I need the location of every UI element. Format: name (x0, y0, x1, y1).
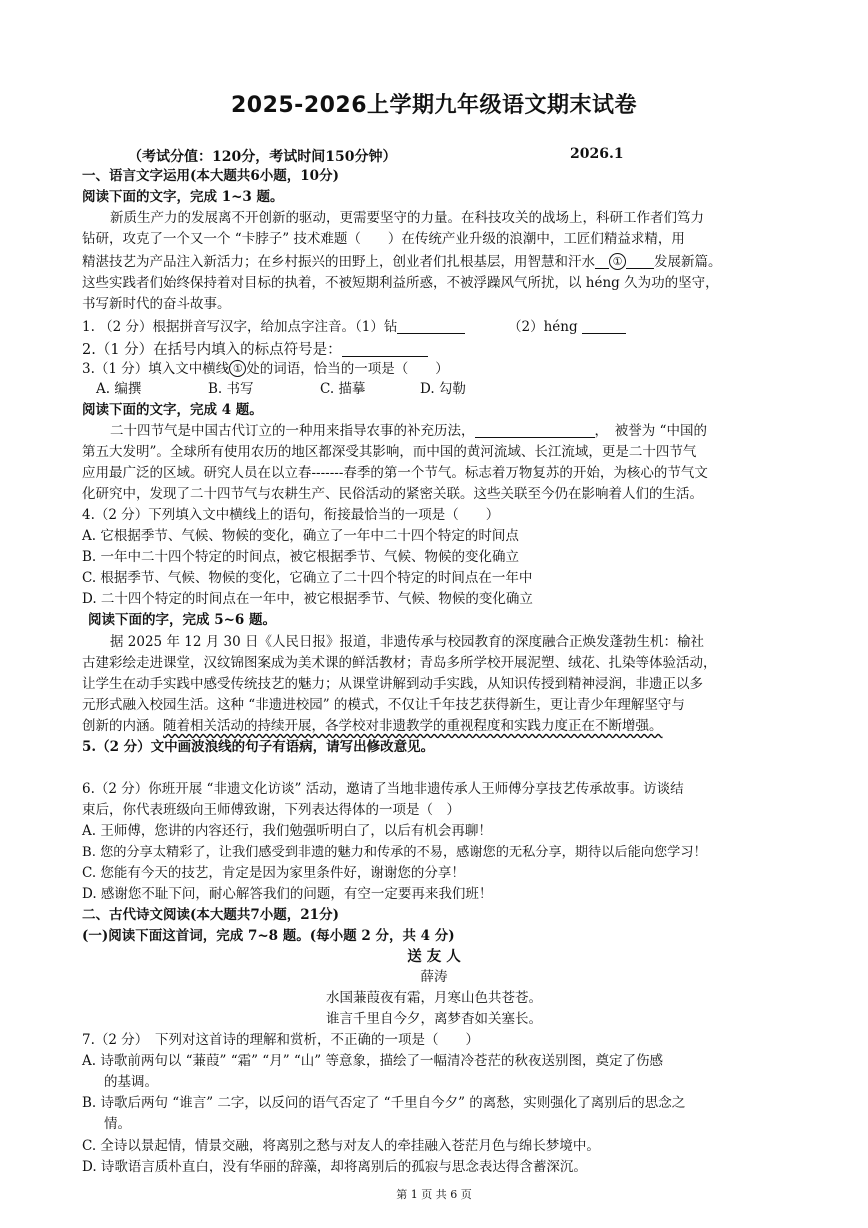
option-a[interactable]: A. 诗歌前两句以 “蒹葭” “霜” “月” “山” 等意象，描绘了一幅清冷苍茫的秋夜送别图，奠定了伤感 (82, 1053, 663, 1069)
question-4: 4.（2 分）下列填入文中横线上的语句，衔接最恰当的一项是（ ） (82, 507, 500, 523)
question-3-options (96, 379, 801, 400)
option-a-continued[interactable]: 的基调。 (104, 1074, 158, 1090)
section-1-heading: 一、语言文字运用(本大题共6小题，10分) (82, 168, 339, 184)
option-b[interactable]: B. 诗歌后两句 “谁言” 二字，以反问的语气否定了 “千里自今夕” 的离愁，实则强化了离别后的思念之 (82, 1095, 686, 1111)
passage-1-text: 发展新篇。 (654, 254, 722, 270)
option-d[interactable]: D. 勾勒 (420, 381, 466, 397)
option-a[interactable]: A. 编撰 (96, 381, 142, 397)
option-c[interactable]: C. 全诗以景起情，情景交融，将离别之愁与对友人的牵挂融入苍茫月色与绵长梦境中。 (82, 1138, 600, 1154)
passage-3-line: 元形式融入校园生活。这种 “非遗进校园” 的模式，不仅让千年技艺获得新生，更让青少年理解坚守与 (82, 697, 685, 713)
poem-line: 水国蒹葭夜有霜，月寒山色共苍苍。 (326, 990, 542, 1006)
answer-blank[interactable] (595, 253, 609, 269)
option-a[interactable]: A. 它根据季节、气候、物候的变化，确立了一年中二十四个特定的时间点 (82, 528, 519, 544)
reading-instruction-1: 阅读下面的文字，完成 1~3 题。 (82, 189, 284, 205)
blank-marker: ① (229, 360, 246, 377)
question-3-text: 3.（1 分）填入文中横线 (82, 361, 230, 377)
passage-1-line (82, 252, 787, 273)
exam-info: （考试分值：120分，考试时间150分钟） (128, 149, 397, 165)
passage-3-line (82, 716, 787, 737)
option-c[interactable]: C. 描摹 (320, 381, 366, 397)
question-6-line: 束后，你代表班级向王师傅致谢，下列表达得体的一项是（ ） (82, 802, 460, 818)
passage-1-line: 书写新时代的奋斗故事。 (82, 296, 231, 312)
passage-2-line: 第五大发明”。全球所有使用农历的地区都深受其影响，而中国的黄河流域、长江流域，更是二十四节气 (82, 444, 697, 460)
option-b[interactable]: B. 您的分享太精彩了，让我们感受到非遗的魅力和传承的不易，感谢您的无私分享，期待以后能向您学习！ (82, 845, 707, 860)
question-1-text: （2）héng (507, 319, 578, 335)
wavy-underlined-sentence: 随着相关活动的持续开展，各学校对非遗教学的重视程度和实践力度正在不断增强。 (163, 718, 663, 734)
option-d[interactable]: D. 二十四个特定的时间点在一年中，被它根据季节、气候、物候的变化确立 (82, 591, 533, 607)
page-footer: 第 1 页 共 6 页 (396, 1188, 472, 1201)
passage-1-line: 这些实践者们始终保持着对目标的执着，不被短期利益所惑，不被浮躁风气所扰，以 héng 久为功的坚守， (82, 275, 719, 291)
passage-3-line: 让学生在动手实践中感受传统技艺的魅力；从课堂讲解到动手实践，从知识传授到精神浸润，非遗正以多 (82, 676, 703, 692)
passage-2-text: 二十四节气是中国古代订立的一种用来指导农事的补充历法， (110, 423, 475, 439)
option-b[interactable]: B. 书写 (208, 381, 254, 397)
section-2-heading: 二、古代诗文阅读(本大题共7小题，21分) (82, 907, 339, 923)
passage-2-line: 化研究中，发现了二十四节气与农耕生产、民俗活动的紧密关联。这些关联至今仍在影响着人们的生活。 (82, 486, 703, 502)
reading-instruction-3: 阅读下面的字，完成 5~6 题。 (88, 612, 276, 628)
question-7: 7.（2 分） 下列对这首诗的理解和赏析，不正确的一项是（ ） (82, 1032, 480, 1048)
option-c[interactable]: C. 根据季节、气候、物候的变化，它确立了二十四个特定的时间点在一年中 (82, 570, 533, 586)
blank-marker: ① (609, 253, 626, 270)
question-5: 5.（2 分）文中画波浪线的句子有语病，请写出修改意见。 (82, 739, 435, 755)
answer-blank[interactable] (342, 341, 428, 357)
passage-3-text: 创新的内涵。 (82, 718, 163, 734)
passage-3-line: 古建彩绘走进课堂，汉纹锦图案成为美术课的鲜活教材；青岛多所学校开展泥塑、绒花、扎染等体验活动， (82, 655, 717, 671)
exam-date: 2026.1 (570, 146, 624, 162)
passage-3-line: 据 2025 年 12 月 30 日《人民日报》报道，非遗传承与校园教育的深度融合正焕发蓬勃生机：榆社 (110, 634, 704, 650)
option-d[interactable]: D. 诗歌语言质朴直白，没有华丽的辞藻，却将离别后的孤寂与思念表达得含蓄深沉。 (82, 1159, 587, 1175)
question-2 (82, 340, 787, 361)
answer-blank[interactable] (626, 253, 654, 269)
option-c[interactable]: C. 您能有今天的技艺，肯定是因为家里条件好，谢谢您的分享！ (82, 865, 465, 881)
option-d[interactable]: D. 感谢您不耻下问，耐心解答我们的问题，有空一定要再来我们班！ (82, 886, 493, 902)
passage-1-line: 钻研，攻克了一个又一个 “卡脖子” 技术难题（ ）在传统产业升级的浪潮中，工匠们精益求精，用 (82, 231, 685, 247)
answer-blank[interactable] (582, 318, 626, 334)
poem-title: 送 友 人 (407, 948, 461, 965)
page-title: 2025-2026上学期九年级语文期末试卷 (230, 93, 638, 118)
passage-2-text: ， 被誉为 “中国的 (594, 423, 707, 439)
answer-blank[interactable] (397, 318, 465, 334)
passage-2-line: 应用最广泛的区域。研究人员在以立春-------春季的第一个节气。标志着万物复苏的开始，为核心的节气文 (82, 465, 708, 481)
question-1-text: 1. （2 分）根据拼音写汉字，给加点字注音。（1）钻 (82, 319, 398, 335)
option-b[interactable]: B. 一年中二十四个特定的时间点，被它根据季节、气候、物候的变化确立 (82, 549, 520, 565)
poem-line: 谁言千里自今夕，离梦杳如关塞长。 (326, 1011, 542, 1027)
reading-instruction-2: 阅读下面的文字，完成 4 题。 (82, 402, 263, 418)
question-1 (82, 317, 787, 338)
question-3-text: 处的词语，恰当的一项是（ ） (246, 361, 449, 377)
question-3 (82, 359, 787, 380)
question-2-text: 2.（1 分）在括号内填入的标点符号是： (82, 342, 342, 358)
passage-2-line (82, 421, 815, 442)
question-6-line: 6.（2 分）你班开展 “非遗文化访谈” 活动，邀请了当地非遗传承人王师傅分享技艺传承故事。访谈结 (82, 781, 684, 797)
poem-author: 薛涛 (420, 969, 448, 985)
passage-1-line: 新质生产力的发展离不开创新的驱动，更需要坚守的力量。在科技攻关的战场上，科研工作者们笃力 (110, 210, 704, 226)
answer-blank[interactable] (475, 422, 595, 438)
option-a[interactable]: A. 王师傅，您讲的内容还行，我们勉强听明白了，以后有机会再聊！ (82, 823, 492, 839)
option-b-continued[interactable]: 情。 (104, 1116, 131, 1132)
passage-1-text: 精湛技艺为产品注入新活力；在乡村振兴的田野上，创业者们扎根基层，用智慧和汗水 (82, 254, 595, 270)
subsection-instruction: (一)阅读下面这首词，完成 7~8 题。(每小题 2 分，共 4 分) (82, 928, 455, 944)
